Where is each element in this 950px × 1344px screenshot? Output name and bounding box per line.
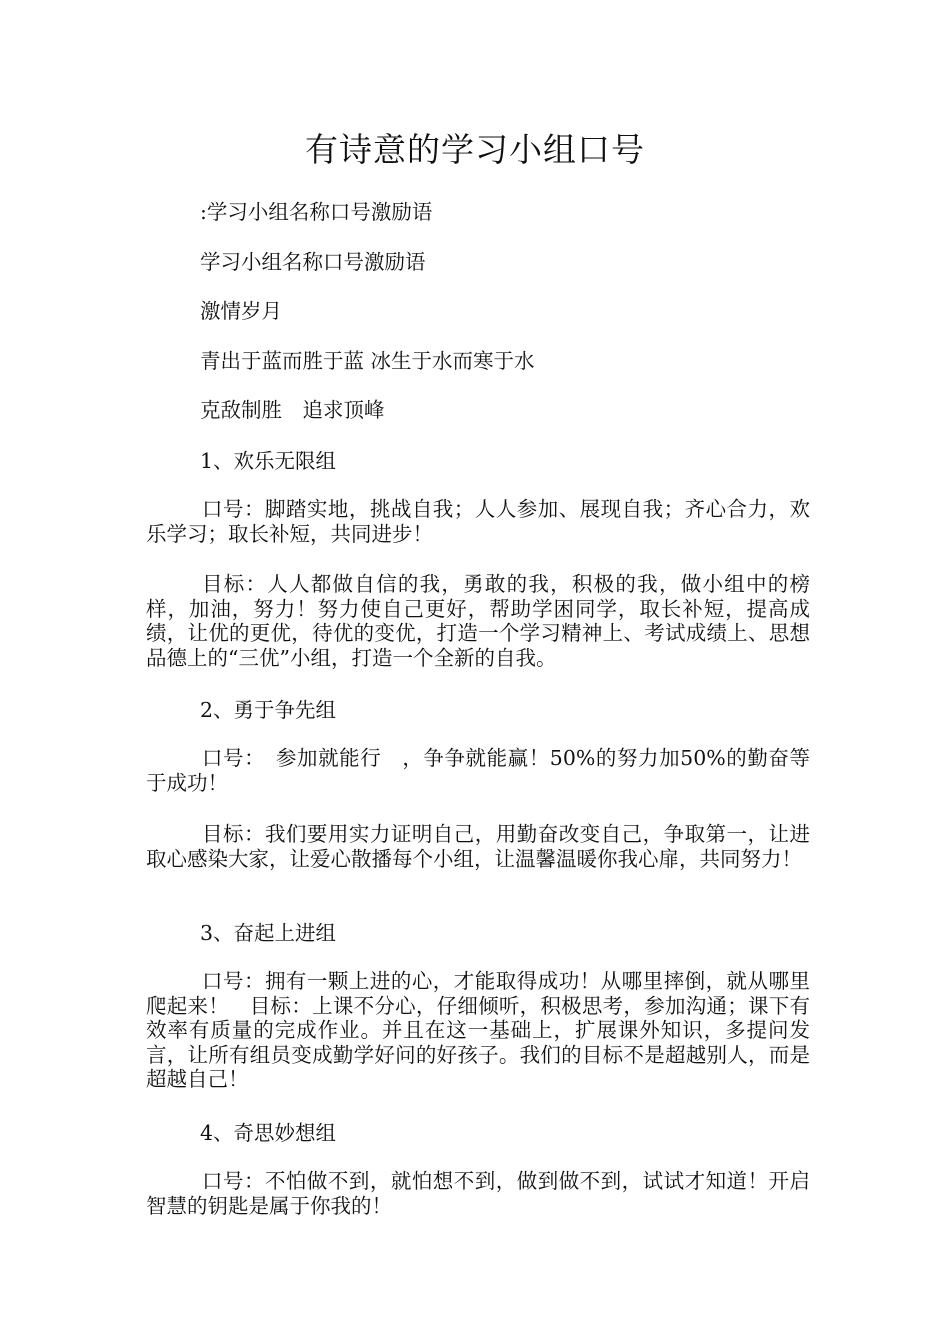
group-1-heading: 1、欢乐无限组	[200, 449, 337, 473]
group-2-goal: 目标：我们要用实力证明自己，用勤奋改变自己，争取第一，让进取心感染大家，让爱心散播每个小组，让温馨温暖你我心扉，共同努力！	[146, 822, 810, 871]
intro-line-3: 激情岁月	[200, 299, 282, 323]
group-1-goal: 目标：人人都做自信的我，勇敢的我，积极的我，做小组中的榜样，加油，努力！努力使自己更好，帮助学困同学，取长补短，提高成绩，让优的更优，待优的变优，打造一个学习精神上、考试成绩上、思想品德上的“三优”小组，打造一个全新的自我。	[146, 572, 810, 670]
group-4-slogan: 口号：不怕做不到，就怕想不到，做到做不到，试试才知道！开启智慧的钥匙是属于你我的！	[146, 1169, 810, 1218]
intro-line-2: 学习小组名称口号激励语	[200, 250, 426, 274]
document-title: 有诗意的学习小组口号	[305, 130, 645, 169]
group-4-heading: 4、奇思妙想组	[200, 1121, 337, 1145]
group-1-slogan: 口号：脚踏实地，挑战自我；人人参加、展现自我；齐心合力，欢乐学习；取长补短，共同进步！	[146, 497, 810, 546]
intro-line-4: 青出于蓝而胜于蓝 冰生于水而寒于水	[200, 349, 535, 373]
intro-line-1: :学习小组名称口号激励语	[200, 200, 433, 224]
group-2-heading: 2、勇于争先组	[200, 698, 337, 722]
group-2-slogan: 口号： 参加就能行 ，争争就能赢！50%的努力加50%的勤奋等于成功！	[146, 746, 810, 795]
intro-line-5: 克敌制胜 追求顶峰	[200, 398, 385, 422]
group-3-slogan: 口号：拥有一颗上进的心，才能取得成功！从哪里摔倒，就从哪里爬起来！ 目标：上课不分心，仔细倾听，积极思考，参加沟通；课下有效率有质量的完成作业。并且在这一基础上，扩展课外知识，多提问发言，让所有组员变成勤学好问的好孩子。我们的目标不是超越别人，而是超越自己！	[146, 969, 810, 1091]
group-3-heading: 3、奋起上进组	[200, 921, 337, 945]
